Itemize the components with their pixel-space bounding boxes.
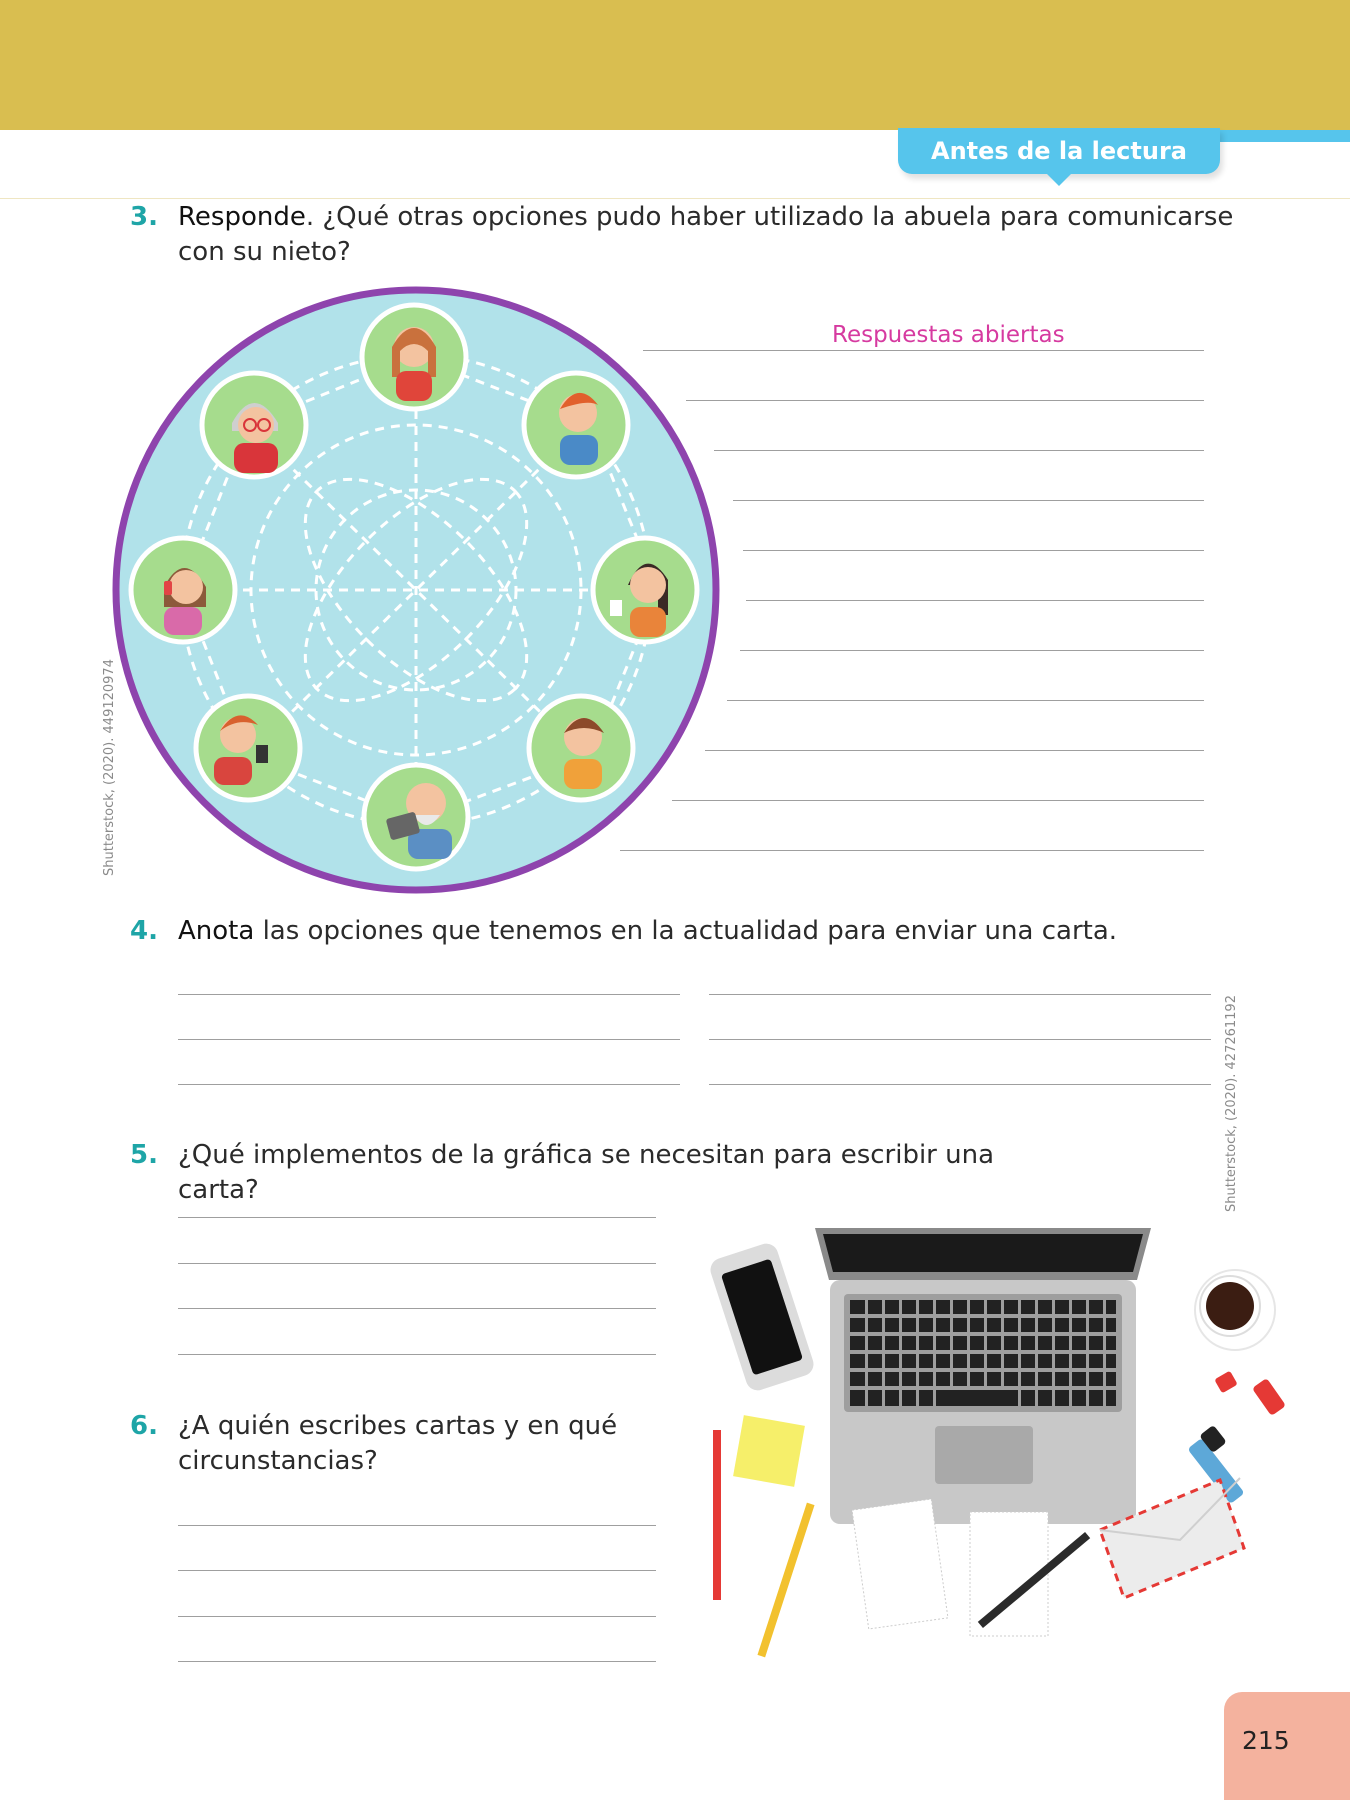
answer-line[interactable]	[672, 800, 1204, 801]
question-3	[130, 200, 1238, 270]
answer-line[interactable]	[709, 1039, 1211, 1040]
question-number: 6.	[130, 1411, 158, 1441]
answer-line[interactable]	[178, 1354, 656, 1355]
answer-line[interactable]	[727, 700, 1204, 701]
question-keyword: Anota	[178, 916, 255, 946]
answer-line[interactable]	[620, 850, 1204, 851]
section-tab	[898, 128, 1220, 174]
answer-line[interactable]	[709, 994, 1211, 995]
answer-line[interactable]	[733, 500, 1204, 501]
communication-circle-illustration	[108, 285, 724, 895]
answer-hint: Respuestas abiertas	[832, 322, 1065, 348]
woman-on-phone-icon	[131, 538, 235, 642]
page-number: 215	[1242, 1726, 1290, 1755]
smartphone-icon	[707, 1241, 816, 1394]
answer-line[interactable]	[178, 994, 680, 995]
man-with-cup-and-phone-icon	[196, 696, 300, 800]
answer-line[interactable]	[714, 450, 1204, 451]
question-text: las opciones que tenemos en la actualidad para enviar una carta.	[254, 916, 1118, 946]
answer-line[interactable]	[178, 1616, 656, 1617]
answer-line[interactable]	[178, 1217, 656, 1218]
page-number-tab	[1224, 1692, 1350, 1800]
man-on-phone-icon	[529, 696, 633, 800]
question-text: ¿A quién escribes cartas y en qué circunstancias?	[178, 1411, 618, 1476]
question-keyword: Responde	[178, 202, 306, 232]
header-band	[0, 0, 1350, 130]
answer-line[interactable]	[178, 1570, 656, 1571]
coffee-cup-icon	[1195, 1270, 1275, 1350]
answer-line[interactable]	[178, 1263, 656, 1264]
answer-line[interactable]	[743, 550, 1204, 551]
girl-drinking-coffee-icon	[593, 538, 697, 642]
answer-line[interactable]	[740, 650, 1204, 651]
image-credit: Shutterstock, (2020). 449120974	[102, 659, 117, 876]
section-tab-label: Antes de la lectura	[931, 137, 1187, 165]
question-number: 3.	[130, 202, 158, 232]
sticky-note-icon	[733, 1415, 805, 1487]
answer-line[interactable]	[178, 1661, 656, 1662]
question-text: ¿Qué implementos de la gráfica se necesitan para escribir una carta?	[178, 1140, 995, 1205]
answer-line[interactable]	[178, 1525, 656, 1526]
answer-line[interactable]	[709, 1084, 1211, 1085]
answer-line[interactable]	[178, 1084, 680, 1085]
answer-line[interactable]	[178, 1039, 680, 1040]
desk-illustration	[700, 1220, 1300, 1660]
woman-with-phone-icon	[362, 305, 466, 409]
image-credit: Shutterstock, (2020). 427261192	[1224, 995, 1239, 1212]
question-4	[130, 914, 1238, 949]
section-tab-strip	[1210, 130, 1350, 142]
boy-with-phone-icon	[524, 373, 628, 477]
question-5	[130, 1138, 1078, 1208]
question-text: . ¿Qué otras opciones pudo haber utilizado la abuela para comunicarse con su nieto?	[178, 202, 1234, 267]
answer-line[interactable]	[705, 750, 1204, 751]
answer-line[interactable]	[746, 600, 1204, 601]
answer-line[interactable]	[643, 350, 1204, 351]
laptop-icon	[815, 1228, 1151, 1524]
question-number: 5.	[130, 1140, 158, 1170]
answer-line[interactable]	[178, 1308, 656, 1309]
answer-line[interactable]	[686, 400, 1204, 401]
question-6	[130, 1409, 618, 1479]
question-number: 4.	[130, 916, 158, 946]
usb-drive-icon	[1214, 1371, 1286, 1417]
grandmother-on-phone-icon	[202, 373, 306, 477]
grandfather-with-tablet-icon	[364, 765, 468, 869]
